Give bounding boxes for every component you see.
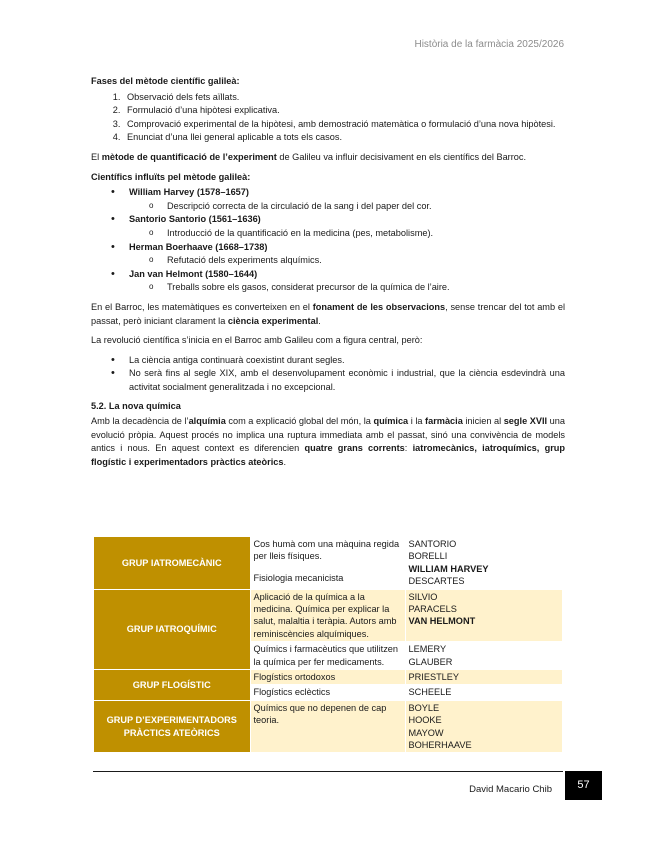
group-names: BOYLE HOOKE MAYOW BOHERHAAVE <box>405 700 562 753</box>
running-header: Història de la farmàcia 2025/2026 <box>414 39 564 50</box>
list-item: 4. Enunciat d’una llei general aplicable a tots els casos. <box>123 131 565 145</box>
group-description: Flogístics ortodoxos <box>250 670 405 685</box>
scientist-note: o Treballs sobre els gasos, considerat precursor de la química de l’aire. <box>167 281 565 295</box>
group-description: Flogístics eclèctics <box>250 685 405 700</box>
group-label: GRUP IATROMECÀNIC <box>94 537 250 589</box>
scientist-note: o Refutació dels experiments alquímics. <box>167 254 565 268</box>
list-item: • No serà fins al segle XIX, amb el desenvolupament econòmic i industrial, que la ciència esdevindrà una activitat socialment generalitzada i no excepcional. <box>129 367 565 394</box>
scientists-heading: Científics influïts pel mètode galileà: <box>91 171 251 182</box>
group-names: PRIESTLEY <box>405 670 562 685</box>
section-title: 5.2. La nova química <box>91 401 181 412</box>
list-item: 2. Formulació d’una hipòtesi explicativa. <box>123 104 565 118</box>
group-description: Químics que no depenen de cap teoria. <box>250 700 405 753</box>
footer-divider <box>93 771 563 772</box>
list-item: 3. Comprovació experimental de la hipòtesi, amb demostració matemàtica o formulació d’una nova hipòtesi. <box>123 118 565 132</box>
group-names: SCHEELE <box>405 685 562 700</box>
phases-heading: Fases del mètode científic galileà: <box>91 76 240 86</box>
scientist-item: • Santorio Santorio (1561–1636) o Introducció de la quantificació en la medicina (pes, metabolisme). <box>129 213 565 240</box>
group-description: Cos humà com una màquina regida per lleis físiques. <box>250 537 405 570</box>
list-item: 1. Observació dels fets aïllats. <box>123 91 565 105</box>
group-names: SANTORIO BORELLI WILLIAM HARVEY DESCARTES <box>405 537 562 589</box>
phases-list <box>91 91 565 145</box>
footer-author: David Macario Chib <box>469 784 552 795</box>
scientist-note: o Introducció de la quantificació en la medicina (pes, metabolisme). <box>167 227 565 241</box>
scientist-item: • William Harvey (1578–1657) o Descripció correcta de la circulació de la sang i del paper del cor. <box>129 186 565 213</box>
group-label: GRUP D’EXPERIMENTADORS PRÀCTICS ATEÒRICS <box>94 700 250 753</box>
revolution-list <box>91 354 565 395</box>
page-body <box>91 75 565 475</box>
group-description: Fisiologia mecanicista <box>250 570 405 589</box>
math-paragraph: En el Barroc, les matemàtiques es converteixen en el fonament de les observacions, sense trencar del tot amb el passat, però iniciant clarament la ciència experimental. <box>91 301 565 326</box>
page-number: 57 <box>565 771 602 800</box>
revolution-paragraph: La revolució científica s’inicia en el Barroc amb Galileu com a figura central, però: <box>91 335 423 346</box>
scientist-note: o Descripció correcta de la circulació de la sang i del paper del cor. <box>167 200 565 214</box>
scientists-list <box>91 186 565 295</box>
scientist-item: • Jan van Helmont (1580–1644) o Treballs sobre els gasos, considerat precursor de la química de l’aire. <box>129 268 565 295</box>
list-item: • La ciència antiga continuarà coexistint durant segles. <box>129 354 565 368</box>
method-paragraph: El mètode de quantificació de l’experiment de Galileu va influir decisivament en els científics del Barroc. <box>91 151 527 162</box>
group-names: LEMERY GLAUBER <box>405 642 562 670</box>
group-label: GRUP IATROQUÍMIC <box>94 589 250 669</box>
group-description: Químics i farmacèutics que utilitzen la química per fer medicaments. <box>250 642 405 670</box>
scientist-item: • Herman Boerhaave (1668–1738) o Refutació dels experiments alquímics. <box>129 241 565 268</box>
chemistry-groups-table <box>94 537 562 753</box>
group-description: Aplicació de la química a la medicina. Química per explicar la salut, malaltia i teràpia. Autors amb reminiscències alquímiques. <box>250 589 405 642</box>
chemistry-paragraph: Amb la decadència de l’alquímia com a explicació global del món, la química i la farmàcia inicien al segle XVII una evolució pròpia. Aquest procés no implica una ruptura immediata amb el passat, sinó una convivència de models antics i nous. En aquest context es diferencien quatre grans corrents: iatromecànics, iatroquímics, grup flogístic i experimentadors pràctics ateòrics. <box>91 416 565 467</box>
group-label: GRUP FLOGÍSTIC <box>94 670 250 701</box>
group-names: SILVIO PARACELS VAN HELMONT <box>405 589 562 642</box>
